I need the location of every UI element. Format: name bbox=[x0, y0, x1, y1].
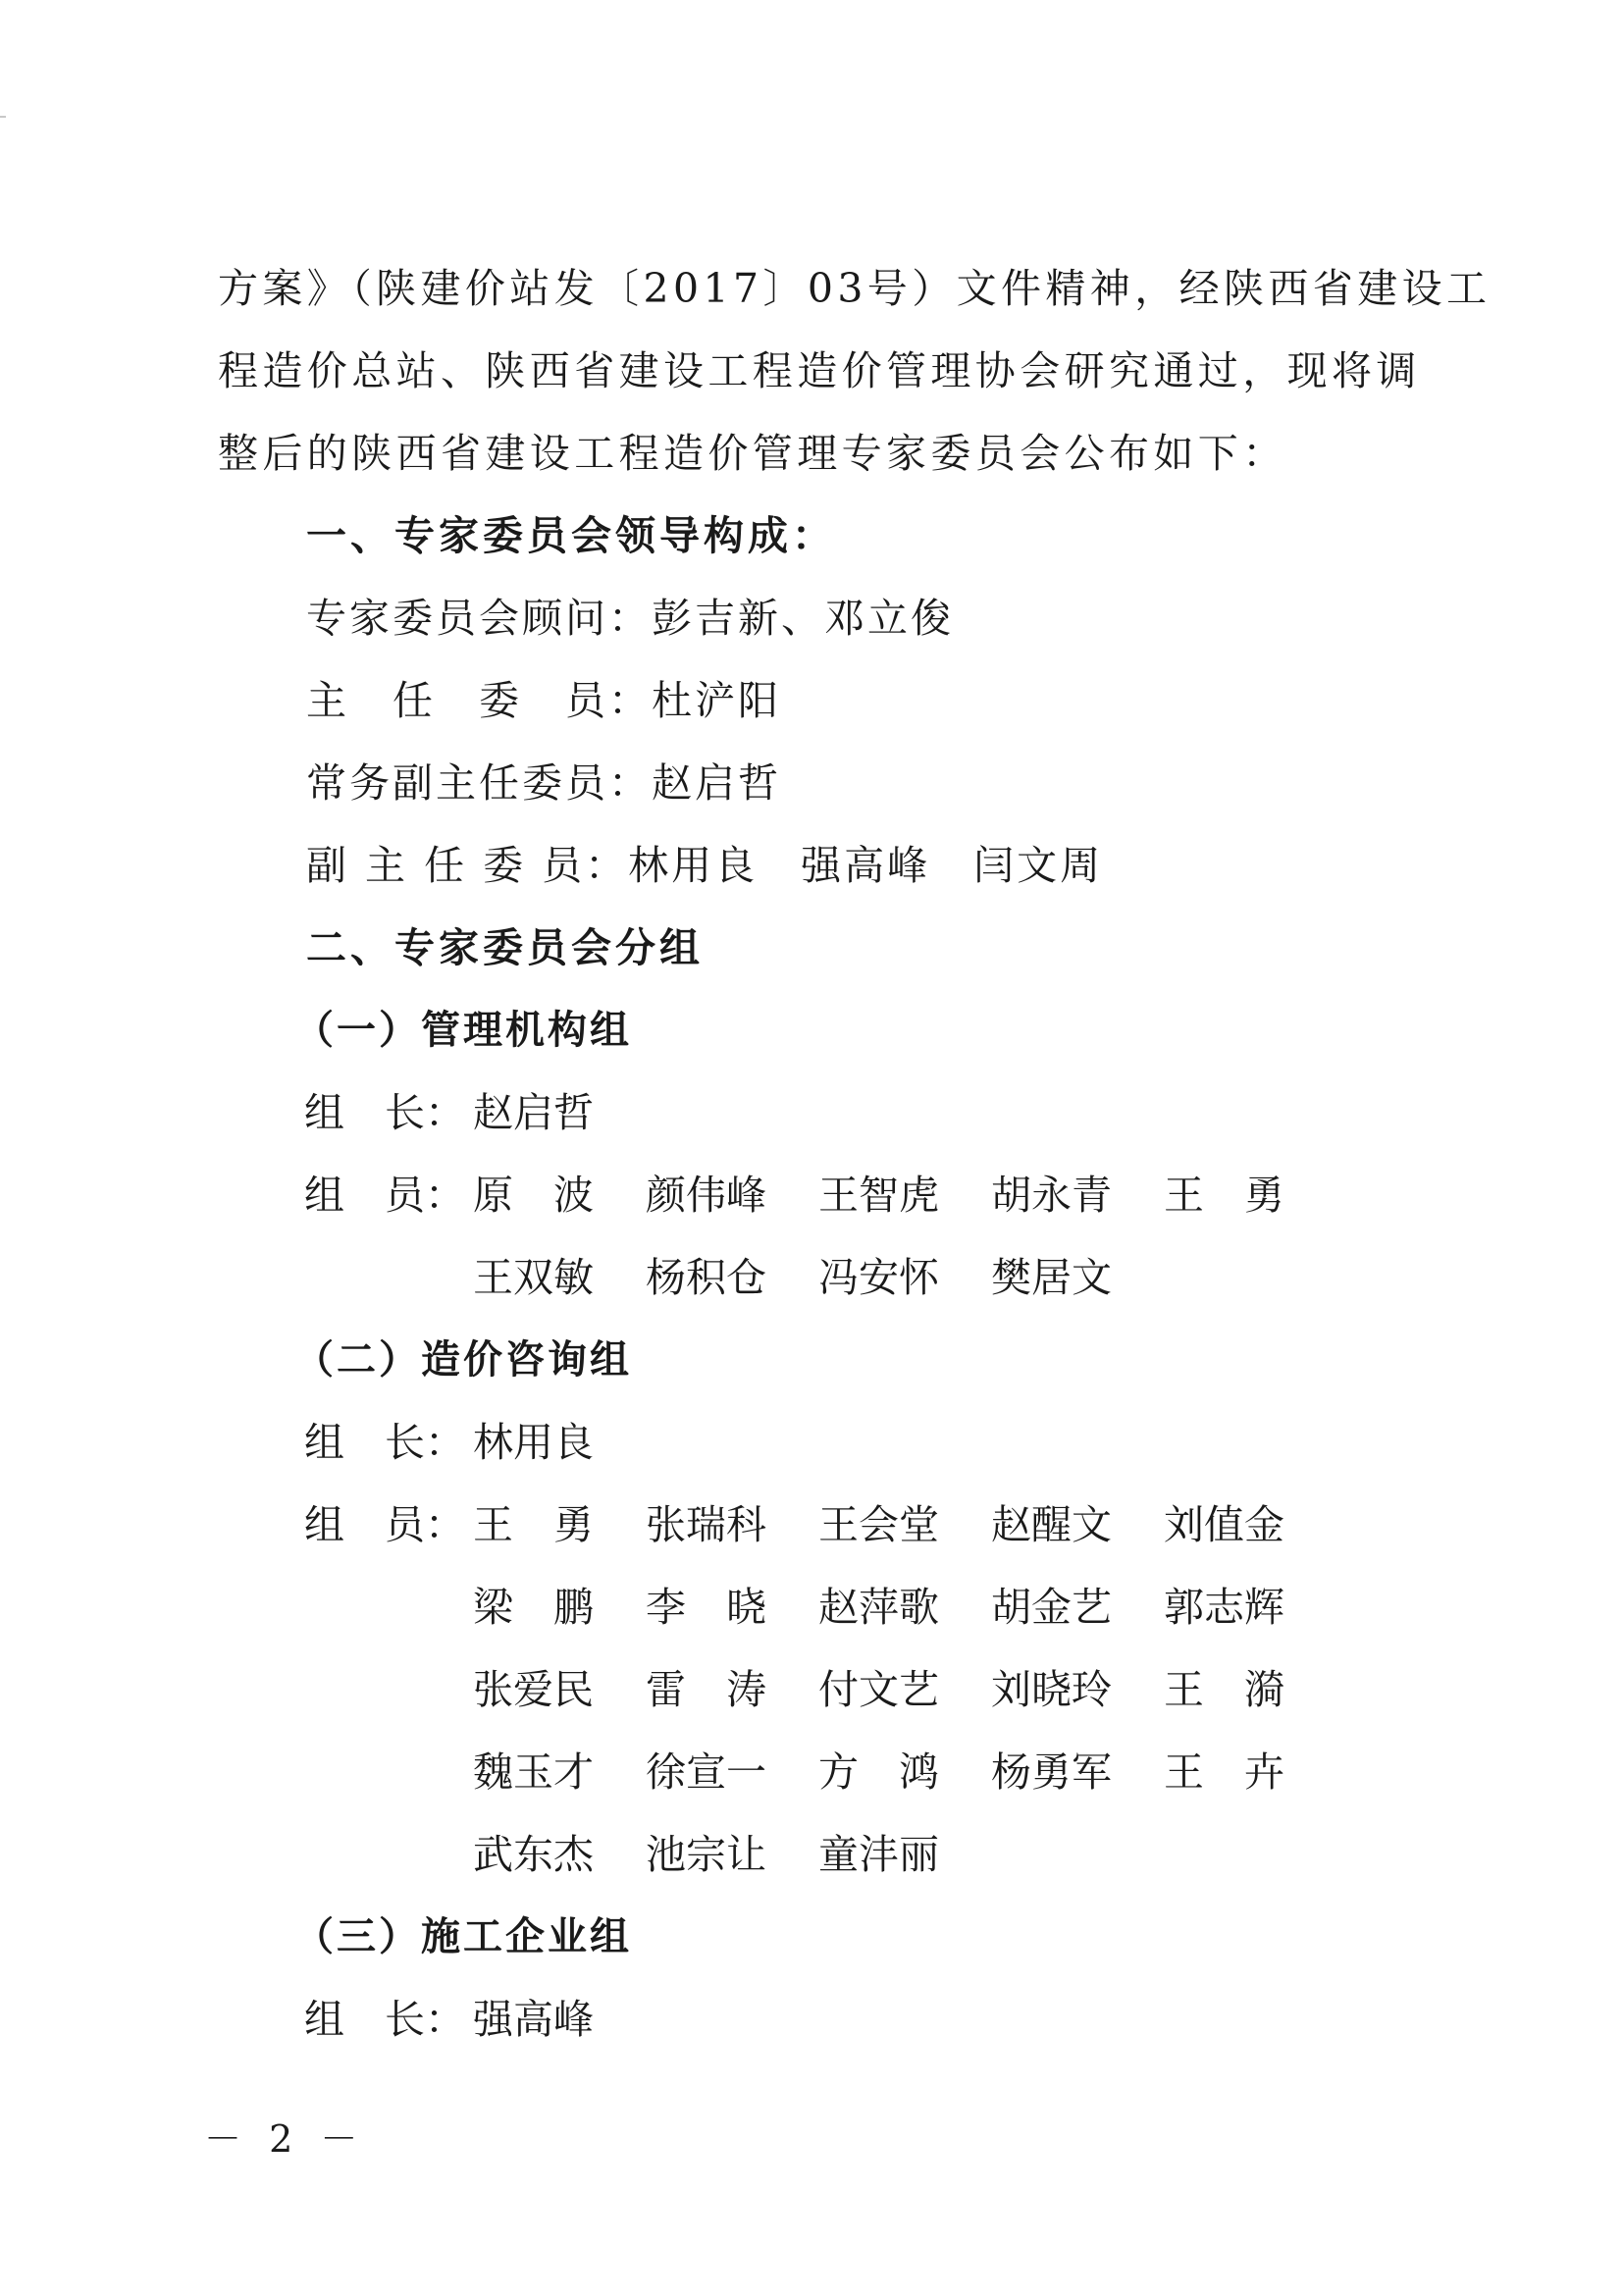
member-name: 王双敏 bbox=[473, 1254, 594, 1301]
role-deputy-directors: 副 主 任 委 员：林用良 强高峰 闫文周 bbox=[306, 842, 1104, 889]
member-name: 郭志辉 bbox=[1164, 1584, 1284, 1631]
member-name: 付文艺 bbox=[818, 1666, 939, 1713]
member-name: 梁 鹏 bbox=[473, 1584, 594, 1631]
group2-title: （二）造价咨询组 bbox=[294, 1336, 632, 1383]
member-name: 颜伟峰 bbox=[646, 1172, 766, 1219]
group3-leader-label: 组 长： bbox=[304, 1996, 465, 2043]
group2-member-row bbox=[473, 1660, 1336, 1719]
scan-edge-mark bbox=[0, 116, 6, 118]
role-advisor: 专家委员会顾问：彭吉新、邓立俊 bbox=[306, 595, 954, 642]
group2-member-row bbox=[473, 1825, 1336, 1884]
group2-leader-label: 组 长： bbox=[304, 1419, 465, 1466]
group1-leader: 赵启哲 bbox=[473, 1089, 594, 1136]
member-name: 刘值金 bbox=[1164, 1501, 1284, 1548]
group1-member-label: 组 员： bbox=[304, 1172, 465, 1219]
member-name: 武东杰 bbox=[473, 1831, 594, 1878]
member-name: 胡金艺 bbox=[991, 1584, 1112, 1631]
member-name: 王 勇 bbox=[1164, 1172, 1284, 1219]
member-name: 王会堂 bbox=[818, 1501, 939, 1548]
member-name: 池宗让 bbox=[646, 1831, 766, 1878]
member-name: 王智虎 bbox=[818, 1172, 939, 1219]
member-name: 胡永青 bbox=[991, 1172, 1112, 1219]
member-name: 赵醒文 bbox=[991, 1501, 1112, 1548]
intro-line-2: 程造价总站、陕西省建设工程造价管理协会研究通过，现将调 bbox=[218, 347, 1421, 394]
role-director: 主 任 委 员：杜浐阳 bbox=[306, 677, 781, 724]
member-name: 杨勇军 bbox=[991, 1748, 1112, 1796]
page-number: － 2 － bbox=[204, 2117, 366, 2161]
section2-heading: 二、专家委员会分组 bbox=[306, 924, 704, 971]
group2-member-row bbox=[473, 1495, 1336, 1554]
intro-line-1: 方案》（陕建价站发〔2017〕03号）文件精神，经陕西省建设工 bbox=[218, 265, 1492, 312]
group2-leader: 林用良 bbox=[473, 1419, 594, 1466]
member-name: 王 勇 bbox=[473, 1501, 594, 1548]
group2-member-row bbox=[473, 1578, 1336, 1637]
member-name: 刘晓玲 bbox=[991, 1666, 1112, 1713]
group3-leader: 强高峰 bbox=[473, 1996, 594, 2043]
member-name: 张爱民 bbox=[473, 1666, 594, 1713]
group2-member-label: 组 员： bbox=[304, 1501, 465, 1548]
member-name: 童沣丽 bbox=[818, 1831, 939, 1878]
member-name: 杨积仓 bbox=[646, 1254, 766, 1301]
member-name: 李 晓 bbox=[646, 1584, 766, 1631]
member-name: 赵萍歌 bbox=[818, 1584, 939, 1631]
group1-member-row bbox=[473, 1248, 1336, 1307]
role-executive-deputy: 常务副主任委员：赵启哲 bbox=[306, 759, 781, 807]
member-name: 冯安怀 bbox=[818, 1254, 939, 1301]
group1-member-row bbox=[473, 1166, 1336, 1225]
member-name: 张瑞科 bbox=[646, 1501, 766, 1548]
member-name: 王 漪 bbox=[1164, 1666, 1284, 1713]
group2-member-row bbox=[473, 1743, 1336, 1801]
member-name: 方 鸿 bbox=[818, 1748, 939, 1796]
group3-title: （三）施工企业组 bbox=[294, 1913, 632, 1959]
group1-title: （一）管理机构组 bbox=[294, 1007, 632, 1053]
member-name: 樊居文 bbox=[991, 1254, 1112, 1301]
section1-heading: 一、专家委员会领导构成： bbox=[306, 512, 836, 559]
group1-leader-label: 组 长： bbox=[304, 1089, 465, 1136]
member-name: 雷 涛 bbox=[646, 1666, 766, 1713]
member-name: 徐宣一 bbox=[646, 1748, 766, 1796]
member-name: 王 卉 bbox=[1164, 1748, 1284, 1796]
member-name: 原 波 bbox=[473, 1172, 594, 1219]
intro-line-3: 整后的陕西省建设工程造价管理专家委员会公布如下： bbox=[218, 430, 1287, 477]
member-name: 魏玉才 bbox=[473, 1748, 594, 1796]
